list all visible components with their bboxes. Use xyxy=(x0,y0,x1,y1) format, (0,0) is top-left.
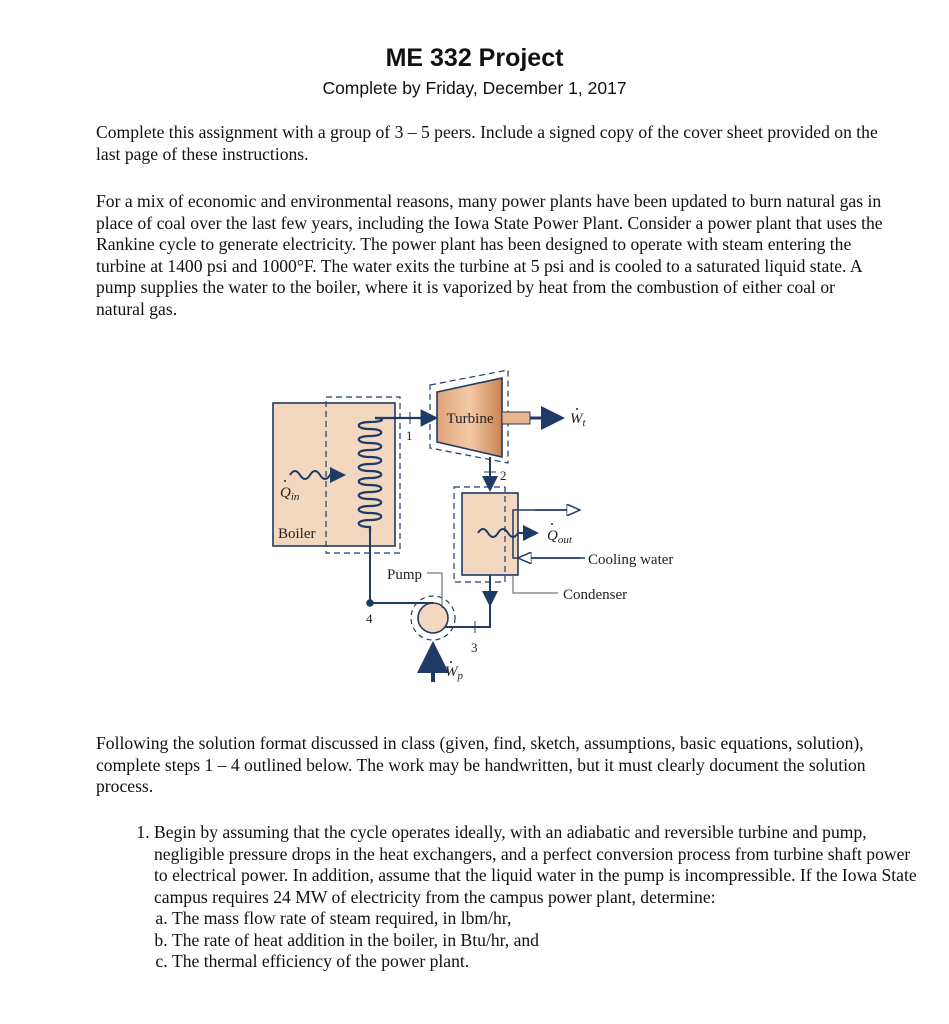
steps-list xyxy=(96,822,924,973)
step-1-text: Begin by assuming that the cycle operates ideally, with an adiabatic and reversible turbine and pump, negligible pressure drops in the heat exchangers, and a perfect conversion process from turbine shaft power to electrical power. In addition, assume that the liquid water in the pump is incompressible. If the Iowa State campus requires 24 MW of electricity from the campus power plant, determine: xyxy=(154,822,917,907)
intro-paragraph: Complete this assignment with a group of 3 – 5 peers. Include a signed copy of the cover sheet provided on the last page of these instructions. xyxy=(96,122,878,164)
instructions-paragraph: Following the solution format discussed in class (given, find, sketch, assumptions, basic equations, solution), complete steps 1 – 4 outlined below. The work may be handwritten, but it must clearly document the solution process. xyxy=(96,733,866,796)
q-in-label: $Q_{in}$ xyxy=(280,485,300,503)
subitem-b: b. The rate of heat addition in the boiler, in Btu/hr, and xyxy=(172,930,924,952)
page-title: ME 332 Project xyxy=(385,44,564,72)
step-1 xyxy=(154,822,924,973)
turbine-label: Turbine xyxy=(446,411,494,427)
state-1-label: 1 xyxy=(406,428,413,443)
step-1-subitems xyxy=(154,908,924,973)
cooling-water-label: Cooling water xyxy=(588,552,674,568)
q-out-label: $Q_{out}$ xyxy=(547,528,572,546)
w-p-label: $W_p$ xyxy=(445,664,463,682)
pump-circle xyxy=(418,603,448,633)
condenser-label: Condenser xyxy=(563,587,628,603)
subitem-c: c. The thermal efficiency of the power plant. xyxy=(172,951,924,973)
condenser-leader xyxy=(513,575,558,593)
state-4-dot xyxy=(367,600,373,606)
due-date: Complete by Friday, December 1, 2017 xyxy=(322,78,627,98)
w-t-label: $W_t$ xyxy=(570,411,586,429)
state-4-label: 4 xyxy=(366,611,373,626)
boiler-label: Boiler xyxy=(278,526,316,542)
turbine-shaft xyxy=(502,412,530,424)
pump-label: Pump xyxy=(387,567,423,583)
state-2-label: 2 xyxy=(500,468,507,483)
state-3-label: 3 xyxy=(471,640,478,655)
problem-paragraph: For a mix of economic and environmental reasons, many power plants have been updated to burn natural gas in place of coal over the last few years, including the Iowa State Power Plant. Consider a power plant that uses the Rankine cycle to generate electricity. The power plant has been designed to operate with steam entering the turbine at 1400 psi and 1000°F. The water exits the turbine at 5 psi and is cooled to a saturated liquid state. A pump supplies the water to the boiler, where it is vaporized by heat from the combustion of either coal or natural gas. xyxy=(96,191,883,319)
subitem-a: a. The mass flow rate of steam required, in lbm/hr, xyxy=(172,908,924,930)
